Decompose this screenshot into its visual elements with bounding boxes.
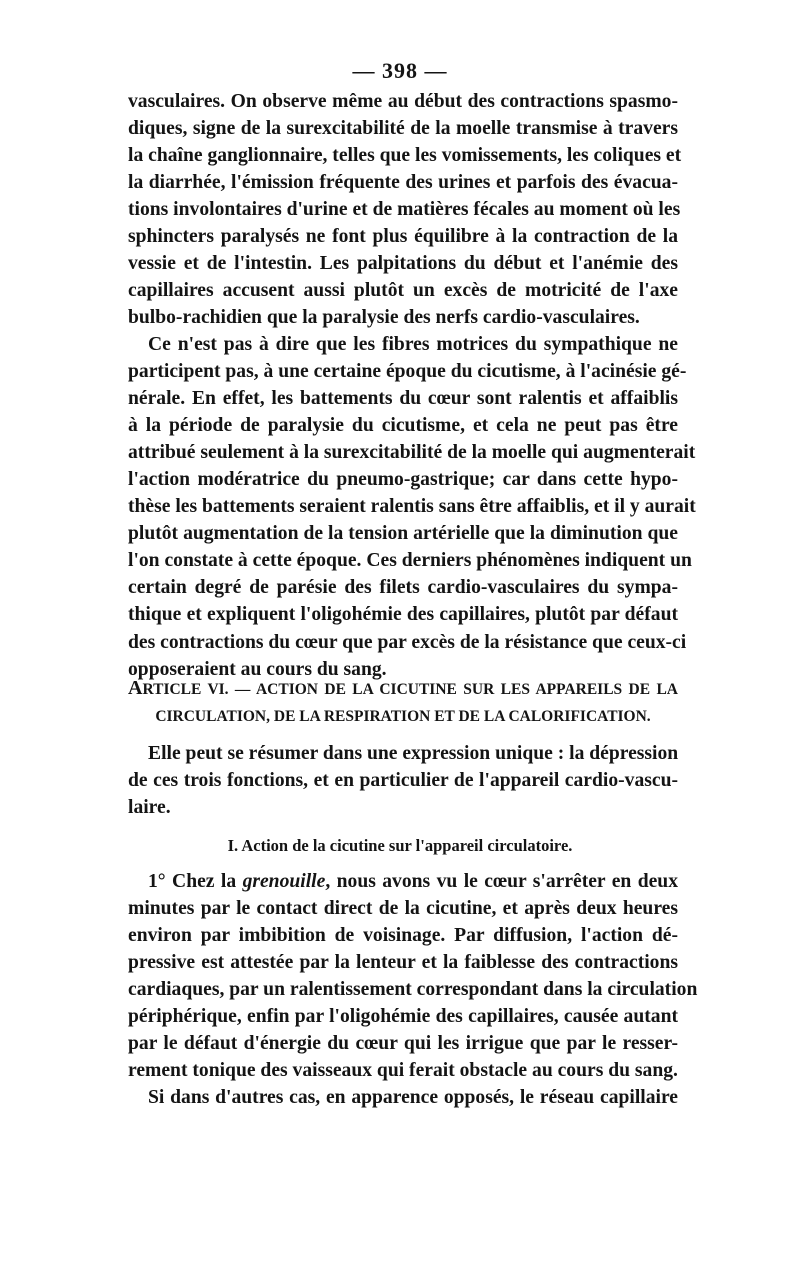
text-line: des contractions du cœur que par excès de la résistance que ceux-ci — [128, 631, 687, 653]
text-line: la chaîne ganglionnaire, telles que les vomissements, les coliques et — [128, 145, 682, 167]
text-line: par le défaut d'énergie du cœur qui les irrigue que par le resser- — [128, 1033, 678, 1055]
text-line: la diarrhée, l'émission fréquente des urines et parfois des évacua- — [128, 172, 678, 194]
text-line: diques, signe de la surexcitabilité de la moelle transmise à travers — [128, 118, 678, 140]
text-line: thèse les battements seraient ralentis sans être affaiblis, et il y aurait — [128, 496, 696, 518]
text-line: pressive est attestée par la lenteur et la faiblesse des contractions — [128, 952, 678, 974]
text-line: environ par imbibition de voisinage. Par diffusion, l'action dé- — [128, 925, 678, 947]
paragraph-2 — [128, 331, 696, 683]
text-line: Si dans d'autres cas, en apparence opposés, le réseau capillaire — [148, 1087, 678, 1108]
text-line: participent pas, à une certaine époque du cicutisme, à l'acinésie gé- — [128, 361, 687, 383]
text-line: l'on constate à cette époque. Ces derniers phénomènes indiquent un — [128, 550, 692, 572]
text-line: bulbo-rachidien que la paralysie des nerfs cardio-vasculaires. — [128, 307, 640, 329]
paragraph-5 — [128, 1084, 678, 1111]
page-number: — 398 — — [352, 58, 448, 83]
text-line: l'action modératrice du pneumo-gastrique; car dans cette hypo- — [128, 469, 678, 491]
text-line: Elle peut se résumer dans une expression unique : la dépression — [148, 743, 679, 764]
text-line: vasculaires. On observe même au début des contractions spasmo- — [128, 91, 678, 112]
article-heading — [128, 675, 678, 730]
text-line: 1° Chez la grenouille, nous avons vu le cœur s'arrêter en deux — [148, 871, 678, 892]
section-title: I. Action de la cicutine sur l'appareil circulatoire. — [227, 836, 573, 855]
text-line: tions involontaires d'urine et de matières fécales au moment où les — [128, 199, 681, 221]
text-line: thique et expliquent l'oligohémie des capillaires, plutôt par défaut — [128, 604, 678, 626]
article-heading-line-2: CIRCULATION, DE LA RESPIRATION ET DE LA CALORIFICATION. — [155, 708, 651, 725]
article-heading-line-1: ARTICLE VI. — ACTION DE LA CICUTINE SUR LES APPAREILS DE LA — [128, 677, 678, 699]
paragraph-1 — [128, 88, 682, 331]
text-line: périphérique, enfin par l'oligohémie des capillaires, causée autant — [128, 1006, 678, 1028]
text-line: nérale. En effet, les battements du cœur sont ralentis et affaiblis — [128, 388, 678, 410]
italic-term: grenouille — [242, 871, 326, 892]
text-line: minutes par le contact direct de la cicutine, et après deux heures — [128, 898, 678, 920]
text-line: Ce n'est pas à dire que les fibres motrices du sympathique ne — [148, 334, 678, 355]
text-line: certain degré de parésie des filets cardio-vasculaires du sympa- — [128, 577, 678, 599]
text-line: vessie et de l'intestin. Les palpitations du début et l'anémie des — [128, 253, 678, 275]
text-line: de ces trois fonctions, et en particulier de l'appareil cardio-vascu- — [128, 770, 678, 792]
paragraph-4 — [128, 868, 698, 1084]
text-line: laire. — [128, 797, 171, 819]
text-line: sphincters paralysés ne font plus équilibre à la contraction de la — [128, 226, 678, 248]
text-line: attribué seulement à la surexcitabilité de la moelle qui augmenterait — [128, 442, 696, 464]
paragraph-3 — [128, 740, 678, 821]
text-line: rement tonique des vaisseaux qui ferait obstacle au cours du sang. — [128, 1060, 678, 1082]
text-line: plutôt augmentation de la tension artérielle que la diminution que — [128, 523, 678, 545]
text-line: à la période de paralysie du cicutisme, et cela ne peut pas être — [128, 415, 678, 437]
text-line: cardiaques, par un ralentissement correspondant dans la circulation — [128, 979, 698, 1001]
text-line: capillaires accusent aussi plutôt un excès de motricité de l'axe — [128, 280, 678, 302]
text-line: opposeraient au cours du sang. — [128, 658, 387, 680]
